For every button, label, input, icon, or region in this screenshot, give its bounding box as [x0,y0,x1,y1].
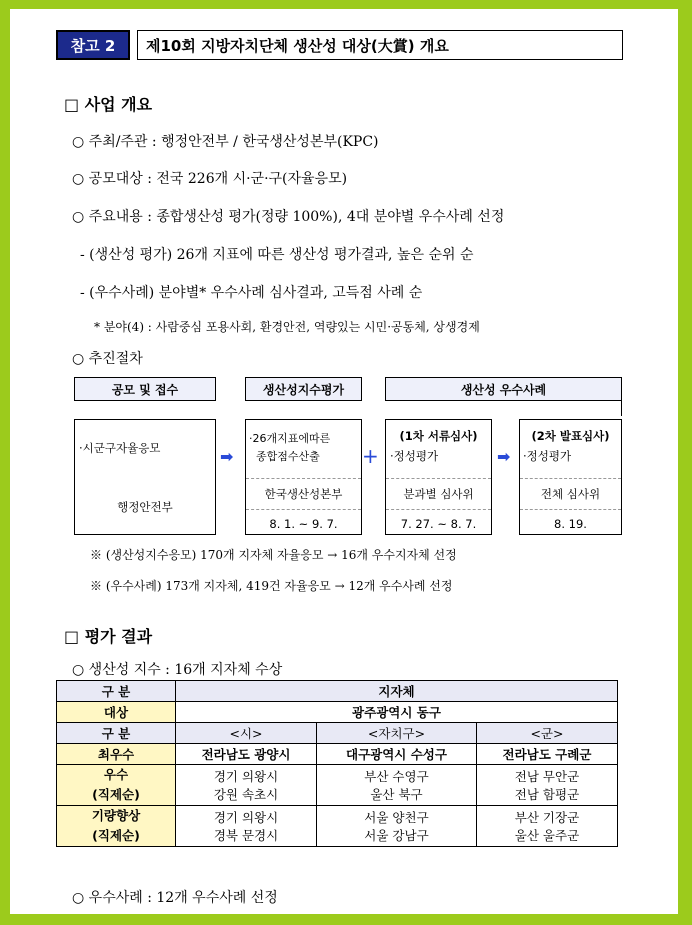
step-document-org: 분과별 심사위 [386,479,491,510]
note-productivity-entries: ※ (생산성지수응모) 170개 지자체 자율응모 → 16개 우수지자체 선정 [90,548,457,562]
plus-icon: + [362,444,379,468]
overview-content: ○ 주요내용 : 종합생산성 평가(정량 100%), 4대 분야별 우수사례 선정 [72,209,505,225]
table-cell: 경기 의왕시 강원 속초시 [176,765,317,806]
table-cell: 서울 양천구 서울 강남구 [317,806,477,847]
step-index-date: 8. 1. ~ 9. 7. [269,517,338,531]
note-best-case-entries: ※ (우수사례) 173개 지자체, 419건 자율응모 → 12개 우수사례 선정 [90,579,453,593]
results-index-line: ○ 생산성 지수 : 16개 지자체 수상 [72,662,283,678]
table-header: 지자체 [176,681,618,702]
table-header: <시> [176,723,317,744]
table-cell: 우수 (직제순) [57,765,176,806]
table-header: <자치구> [317,723,477,744]
table-row [57,681,618,702]
table-header: 구 분 [57,723,176,744]
step-document-date: 7. 27. ~ 8. 7. [400,517,477,531]
step-application [74,419,216,535]
step-index-desc-1: ·26개지표에따른 [249,432,331,445]
table-cell: 경기 의왕시 경북 문경시 [176,806,317,847]
overview-best-cases: - (우수사례) 분야별* 우수사례 심사결과, 고득점 사례 순 [80,285,423,301]
reference-badge: 참고 2 [56,30,130,60]
phase-index-eval: 생산성지수평가 [245,377,362,401]
phase-application: 공모 및 접수 [74,377,216,401]
table-cell: 대상 [57,702,176,723]
table-row [57,702,618,723]
phase-bracket [621,400,622,416]
table-row [57,806,618,847]
overview-target: ○ 공모대상 : 전국 226개 시·군·구(자율응모) [72,171,348,187]
table-cell: 광주광역시 동구 [176,702,618,723]
table-row [57,765,618,806]
overview-productivity-eval: - (생산성 평가) 26개 지표에 따른 생산성 평가결과, 높은 순위 순 [80,247,474,263]
table-cell: 최우수 [57,744,176,765]
table-cell: 부산 수영구 울산 북구 [317,765,477,806]
table-row [57,723,618,744]
step-presentation-org: 전체 심사위 [520,479,621,510]
overview-fields-note: * 분야(4) : 사람중심 포용사회, 환경안전, 역량있는 시민·공동체, 상생경제 [94,320,480,334]
step-document-review [385,419,492,535]
arrow-right-icon: ➡ [497,447,511,466]
arrow-right-icon: ➡ [220,447,234,466]
overview-procedure: ○ 추진절차 [72,351,143,367]
table-cell: 전남 무안군 전남 함평군 [476,765,617,806]
step-index-desc-2: 종합점수산출 [256,450,320,463]
results-best-case-line: ○ 우수사례 : 12개 우수사례 선정 [72,890,278,906]
step-presentation-title: (2차 발표심사) [531,429,610,443]
step-application-org: 행정안전부 [117,500,173,514]
step-document-desc: ·정성평가 [390,449,439,463]
step-index-org: 한국생산성본부 [246,479,361,510]
table-cell: 전라남도 구례군 [476,744,617,765]
table-cell: 대구광역시 수성구 [317,744,477,765]
table-header: 구 분 [57,681,176,702]
overview-host: ○ 주최/주관 : 행정안전부 / 한국생산성본부(KPC) [72,134,379,150]
results-table [56,680,618,847]
table-cell: 부산 기장군 울산 울주군 [476,806,617,847]
table-header: <군> [476,723,617,744]
step-presentation-review [519,419,622,535]
section-title-overview: □ 사업 개요 [64,95,153,114]
step-presentation-desc: ·정성평가 [523,449,572,463]
table-row [57,744,618,765]
step-index-eval [245,419,362,535]
table-cell: 전라남도 광양시 [176,744,317,765]
step-presentation-date: 8. 19. [554,517,587,531]
document-title: 제10회 지방자치단체 생산성 대상(大賞) 개요 [137,30,623,60]
table-cell: 기량향상 (직제순) [57,806,176,847]
step-application-desc: ·시군구자율응모 [79,441,161,455]
step-document-title: (1차 서류심사) [399,429,478,443]
section-title-results: □ 평가 결과 [64,627,153,646]
phase-best-cases: 생산성 우수사례 [385,377,622,401]
